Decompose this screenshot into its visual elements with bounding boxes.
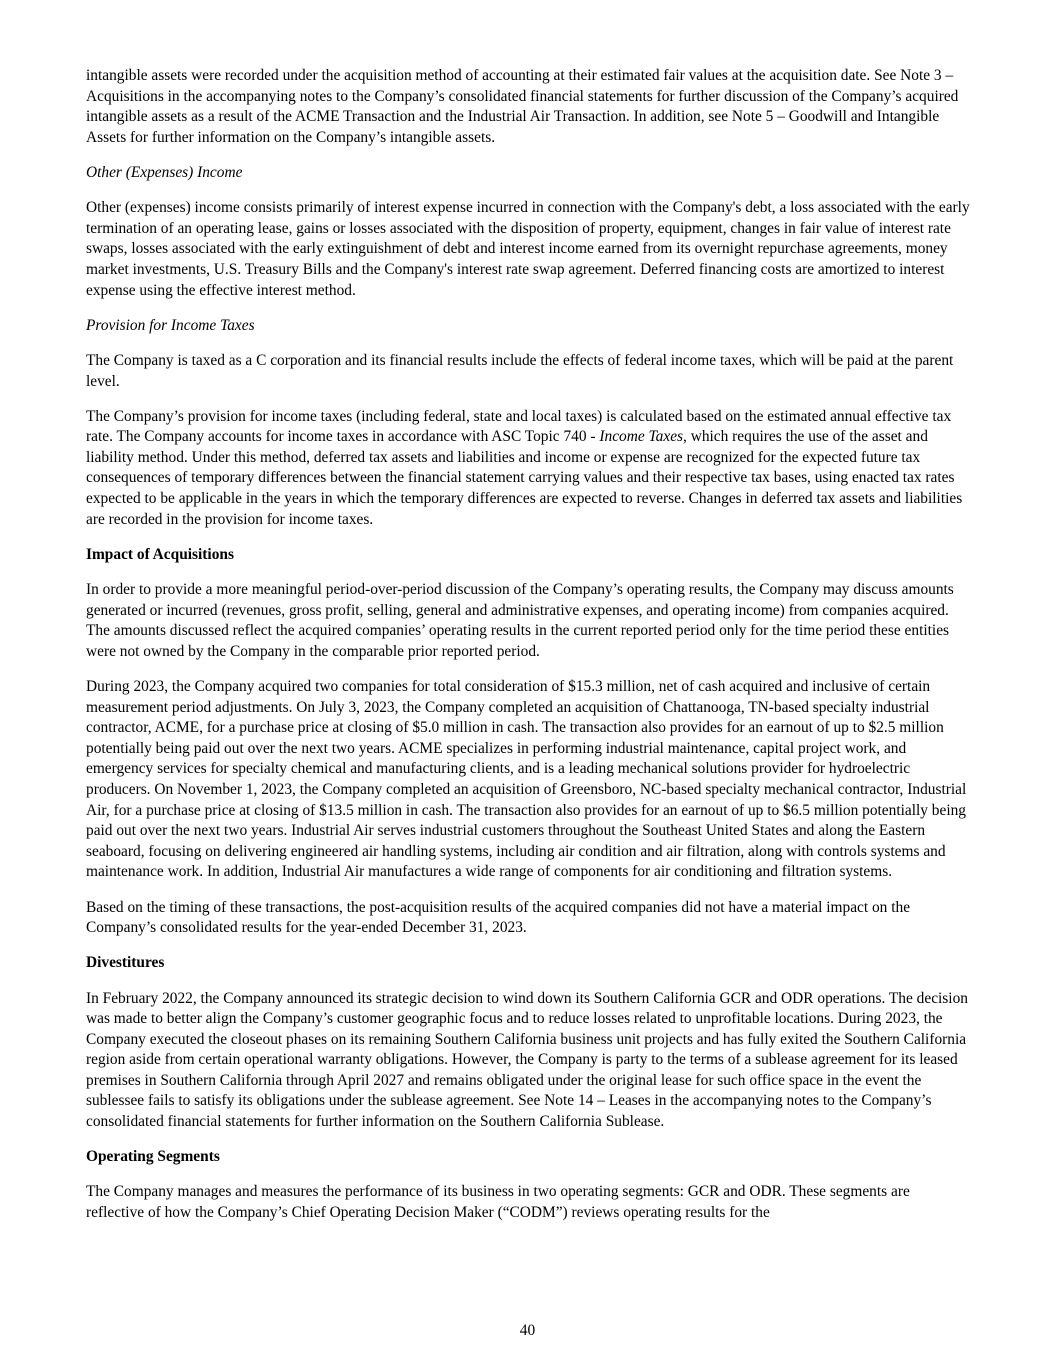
income-taxes-heading: Provision for Income Taxes xyxy=(86,316,255,334)
document-page xyxy=(86,66,970,1238)
income-taxes-text-a: The Company’s provision for income taxes (including federal, state and local taxes) is calculated based on the estimated annual effective tax rate. The Company accounts for income taxes in accordance with ASC Topic 740 - xyxy=(86,407,952,446)
operating-segments-heading: Operating Segments xyxy=(86,1148,220,1166)
acquisitions-paragraph-2: During 2023, the Company acquired two companies for total consideration of $15.3 million, net of cash acquired and inclusive of certain measurement period adjustments. On July 3, 2023, the Company completed an acquisition of Chattanooga, TN-based specialty industrial contractor, ACME, for a purchase price at closing of $5.0 million in cash. The transaction also provides for an earnout of up to $2.5 million potentially being paid out over the next two years. ACME specializes in performing industrial maintenance, capital project work, and emergency services for specialty chemical and manufacturing clients, and is a leading mechanical solutions provider for hydroelectric producers. On November 1, 2023, the Company completed an acquisition of Greensboro, NC-based specialty mechanical contractor, Industrial Air, for a purchase price at closing of $13.5 million in cash. The transaction also provides for an earnout of up to $6.5 million potentially being paid out over the next two years. Industrial Air serves industrial customers throughout the Southeast United States and along the Eastern seaboard, focusing on delivering engineered air handling systems, including air condition and air filtration, along with controls systems and maintenance work. In addition, Industrial Air manufactures a wide range of components for air conditioning and filtration systems. xyxy=(86,678,967,881)
income-taxes-paragraph-1: The Company is taxed as a C corporation and its financial results include the effects of federal income taxes, which will be paid at the parent level. xyxy=(86,351,954,390)
divestitures-paragraph: In February 2022, the Company announced its strategic decision to wind down its Southern California GCR and ODR operations. The decision was made to better align the Company’s customer geographic focus and to reduce losses related to unprofitable locations. During 2023, the Company executed the closeout phases on its remaining Southern California business unit projects and has fully exited the Southern California region aside from certain operational warranty obligations. However, the Company is party to the terms of a sublease agreement for its leased premises in Southern California through April 2027 and remains obligated under the original lease for such office space in the event the sublessee fails to satisfy its obligations under the sublease agreement. See Note 14 – Leases in the accompanying notes to the Company’s consolidated financial statements for further information on the Southern California Sublease. xyxy=(86,989,968,1131)
acquisitions-paragraph-1: In order to provide a more meaningful period-over-period discussion of the Company’s operating results, the Company may discuss amounts generated or incurred (revenues, gross profit, selling, general and administrative expenses, and operating income) from companies acquired. The amounts discussed reflect the acquired companies’ operating results in the current reported period only for the time period these entities were not owned by the Company in the comparable prior reported period. xyxy=(86,581,954,660)
page-number: 40 xyxy=(519,1322,536,1339)
other-expenses-heading: Other (Expenses) Income xyxy=(86,163,243,181)
other-expenses-paragraph: Other (expenses) income consists primarily of interest expense incurred in connection with the Company's debt, a loss associated with the early termination of an operating lease, gains or losses associated with the disposition of property, equipment, changes in fair value of interest rate swaps, losses associated with the early extinguishment of debt and interest income earned from its overnight repurchase agreements, money market investments, U.S. Treasury Bills and the Company's interest rate swap agreement. Deferred financing costs are amortized to interest expense using the effective interest method. xyxy=(86,199,970,299)
income-taxes-paragraph-2 xyxy=(86,407,970,531)
operating-segments-paragraph: The Company manages and measures the performance of its business in two operating segments: GCR and ODR. These segments are reflective of how the Company’s Chief Operating Decision Maker (“CODM”) reviews operating results for the xyxy=(86,1183,910,1222)
divestitures-heading: Divestitures xyxy=(86,954,165,972)
impact-of-acquisitions-heading: Impact of Acquisitions xyxy=(86,545,234,563)
income-taxes-text-b: , which requires the use of the asset and liability method. Under this method, deferred tax assets and liabilities and income or expense are recognized for the expected future tax consequences of temporary differences between the financial statement carrying values and their respective tax bases, using enacted tax rates expected to be applicable in the years in which the temporary differences are expected to reverse. Changes in deferred tax assets and liabilities are recorded in the provision for income taxes. xyxy=(86,428,963,528)
intangible-assets-paragraph: intangible assets were recorded under the acquisition method of accounting at their estimated fair values at the acquisition date. See Note 3 – Acquisitions in the accompanying notes to the Company’s consolidated financial statements for further discussion of the Company’s acquired intangible assets as a result of the ACME Transaction and the Industrial Air Transaction. In addition, see Note 5 – Goodwill and Intangible Assets for further information on the Company’s intangible assets. xyxy=(86,67,959,146)
income-taxes-topic-title: Income Taxes xyxy=(599,428,684,446)
acquisitions-paragraph-3: Based on the timing of these transactions, the post-acquisition results of the acquired companies did not have a material impact on the Company’s consolidated results for the year-ended December 31, 2023. xyxy=(86,898,911,937)
